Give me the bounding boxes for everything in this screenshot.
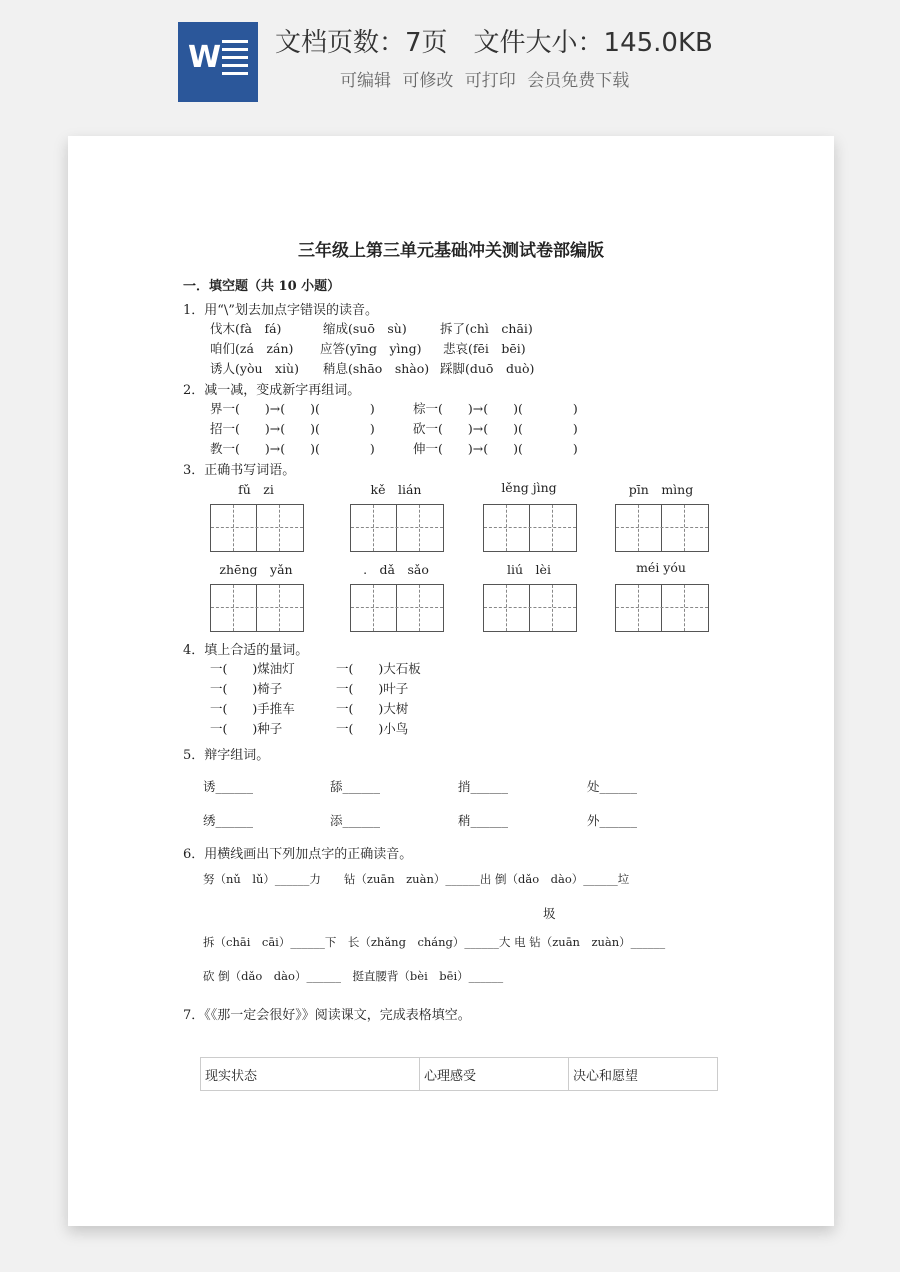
word-document-icon: W bbox=[178, 22, 258, 102]
q6-line: 拆（chāi cāi）______下 长（zhǎng cháng）______大 电 钻（zuān zuàn）______ bbox=[203, 935, 666, 949]
q1-item: 诱人(yòu xiù) bbox=[210, 361, 299, 376]
section-heading: 一．填空题（共 10 小题） bbox=[183, 279, 341, 294]
q2-item: 招一( )→( )( ) bbox=[210, 421, 375, 436]
q5-item: 处______ bbox=[587, 779, 638, 794]
q1-item: 应答(yīng yìng) bbox=[320, 341, 422, 356]
q4-item: 一( )椅子 bbox=[210, 681, 283, 696]
q1-item: 悲哀(fēi bēi) bbox=[443, 341, 526, 356]
question-6: 6．用横线画出下列加点字的正确读音。 bbox=[183, 847, 413, 862]
q1-item: 稍息(shāo shào) bbox=[323, 361, 430, 376]
q4-item: 一( )种子 bbox=[210, 721, 283, 736]
q1-item: 拆了(chì chāi) bbox=[440, 321, 533, 336]
writing-grid[interactable] bbox=[483, 584, 577, 632]
pinyin-label: méi yóu bbox=[636, 560, 686, 575]
q6-line: 努（nǔ lǔ）______力 钻（zuān zuàn）______出 倒（dǎo dào）______垃 bbox=[203, 872, 630, 886]
document-features: 可编辑 可修改 可打印 会员免费下载 bbox=[340, 71, 630, 91]
q2-item: 界一( )→( )( ) bbox=[210, 401, 375, 416]
pinyin-label: fǔ zi bbox=[238, 482, 274, 497]
pinyin-label: kě lián bbox=[370, 482, 422, 497]
question-7: 7．《《那一定会很好》》阅读课文，完成表格填空。 bbox=[183, 1008, 471, 1023]
writing-grid[interactable] bbox=[210, 584, 304, 632]
table-header-cell: 心理感受 bbox=[420, 1058, 569, 1091]
writing-grid[interactable] bbox=[350, 584, 444, 632]
q5-item: 稍______ bbox=[458, 813, 509, 828]
document-info: 文档页数：7页 文件大小：145.0KB bbox=[275, 28, 713, 58]
writing-grid[interactable] bbox=[350, 504, 444, 552]
question-1: 1．用“\”划去加点字错误的读音。 bbox=[183, 303, 378, 318]
q5-item: 绣______ bbox=[203, 813, 254, 828]
document-page bbox=[68, 136, 834, 1226]
pinyin-label: liú lèi bbox=[507, 562, 551, 577]
q5-item: 诱______ bbox=[203, 779, 254, 794]
table-header-cell: 决心和愿望 bbox=[569, 1058, 718, 1091]
question-3: 3．正确书写词语。 bbox=[183, 463, 296, 478]
q5-item: 外______ bbox=[587, 813, 638, 828]
q2-item: 教一( )→( )( ) bbox=[210, 441, 375, 456]
writing-grid[interactable] bbox=[615, 584, 709, 632]
q6-line: 圾 bbox=[543, 906, 556, 921]
q1-item: 伐木(fà fá) bbox=[210, 321, 282, 336]
document-title: 三年级上第三单元基础冲关测试卷部编版 bbox=[298, 241, 604, 261]
page-header bbox=[0, 0, 900, 130]
pinyin-label: . dǎ sǎo bbox=[363, 562, 429, 577]
pinyin-label: pīn mìng bbox=[628, 482, 694, 497]
writing-grid[interactable] bbox=[483, 504, 577, 552]
table-row bbox=[201, 1058, 718, 1091]
pinyin-label: zhēng yǎn bbox=[219, 562, 293, 577]
q2-item: 伸一( )→( )( ) bbox=[413, 441, 578, 456]
table-header-cell: 现实状态 bbox=[201, 1058, 420, 1091]
question-2: 2．减一减，变成新字再组词。 bbox=[183, 383, 361, 398]
pinyin-label: lěng jìng bbox=[501, 480, 557, 495]
writing-grid[interactable] bbox=[615, 504, 709, 552]
q4-item: 一( )小鸟 bbox=[336, 721, 409, 736]
q1-item: 咱们(zá zán) bbox=[210, 341, 294, 356]
answer-table bbox=[200, 1057, 718, 1091]
question-5: 5．辩字组词。 bbox=[183, 748, 270, 763]
writing-grid[interactable] bbox=[210, 504, 304, 552]
q1-item: 踩脚(duō duò) bbox=[440, 361, 535, 376]
q6-line: 砍 倒（dǎo dào）______ 挺直腰背（bèi bēi）______ bbox=[203, 969, 504, 983]
q5-item: 添______ bbox=[330, 813, 381, 828]
q4-item: 一( )手推车 bbox=[210, 701, 295, 716]
q4-item: 一( )煤油灯 bbox=[210, 661, 295, 676]
q5-item: 舔______ bbox=[330, 779, 381, 794]
q4-item: 一( )大石板 bbox=[336, 661, 421, 676]
q1-item: 缩成(suō sù) bbox=[323, 321, 407, 336]
q5-item: 捎______ bbox=[458, 779, 509, 794]
q4-item: 一( )叶子 bbox=[336, 681, 409, 696]
q4-item: 一( )大树 bbox=[336, 701, 409, 716]
q2-item: 砍一( )→( )( ) bbox=[413, 421, 578, 436]
question-4: 4．填上合适的量词。 bbox=[183, 643, 309, 658]
q2-item: 棕一( )→( )( ) bbox=[413, 401, 578, 416]
